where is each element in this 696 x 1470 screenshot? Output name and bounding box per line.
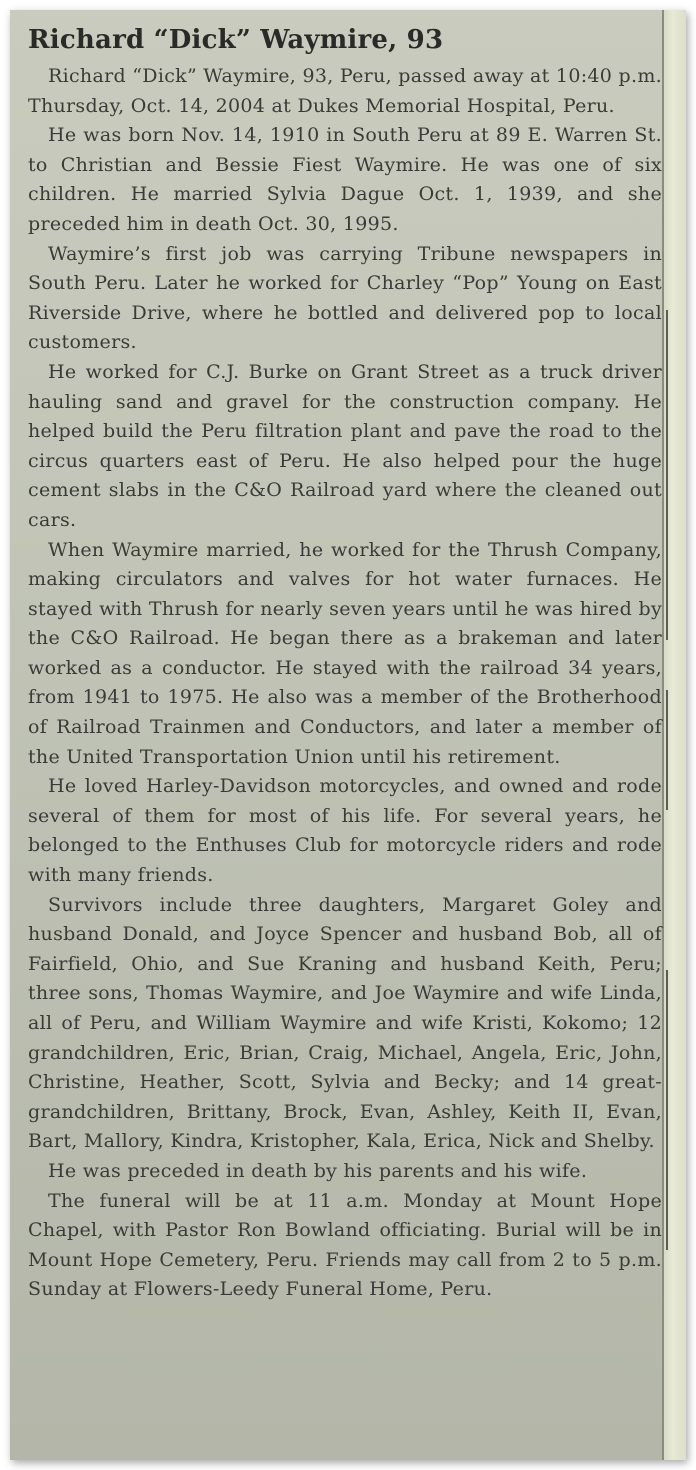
obituary-paragraph: He worked for C.J. Burke on Grant Street as a truck driver hauling sand and gravel for the construction company. He helped build the Peru filtration plant and pave the road to the circus quarters east of Peru. He also helped pour the huge cement slabs in the C&O Railroad yard where the cleaned out cars. [28, 360, 662, 531]
obituary-paragraph: He was preceded in death by his parents and his wife. [48, 1159, 588, 1182]
obituary-paragraph: The funeral will be at 11 a.m. Monday at Mount Hope Chapel, with Pastor Ron Bowland officiating. Burial will be in Mount Hope Cemetery, Peru. Friends may call from 2 to 5 p.m. Sunday at Flowers-Leedy Funeral Home, Peru. [28, 1189, 662, 1301]
column-rule [666, 690, 668, 810]
obituary-paragraph: Waymire’s first job was carrying Tribune newspapers in South Peru. Later he worked for Charley “Pop” Young on East Riverside Drive, where he bottled and delivered pop to local customers. [28, 242, 662, 354]
newspaper-clipping-photo [10, 10, 686, 1460]
obituary-paragraph: Survivors include three daughters, Margaret Goley and husband Donald, and Joyce Spencer and husband Bob, all of Fairfield, Ohio, and Sue Kraning and husband Keith, Peru; three sons, Thomas Waymire, and Joe Waymire and wife Linda, all of Peru, and William Waymire and wife Kristi, Kokomo; 12 grandchildren, Eric, Brian, Craig, Michael, Angela, Eric, John, Christine, Heather, Scott, Sylvia and Becky; and 14 great-grandchildren, Brittany, Brock, Evan, Ashley, Keith II, Evan, Bart, Mallory, Kindra, Kristopher, Kala, Erica, Nick and Shelby. [28, 893, 662, 1153]
column-rule [666, 310, 668, 640]
obituary-paragraph: Richard “Dick” Waymire, 93, Peru, passed away at 10:40 p.m. Thursday, Oct. 14, 2004 at Dukes Memorial Hospital, Peru. [28, 65, 662, 117]
obituary-paragraph: He was born Nov. 14, 1910 in South Peru at 89 E. Warren St. to Christian and Bessie Fiest Waymire. He was one of six children. He married Sylvia Dague Oct. 1, 1939, and she preceded him in death Oct. 30, 1995. [28, 124, 662, 235]
obituary-headline: Richard “Dick” Waymire, 93 [28, 25, 444, 55]
obituary-article [28, 24, 662, 1305]
adjacent-column-edge [662, 10, 686, 1460]
obituary-paragraph: When Waymire married, he worked for the Thrush Company, making circulators and valves for hot water furnaces. He stayed with Thrush for nearly seven years until he was hired by the C&O Railroad. He began there as a brakeman and later worked as a conductor. He stayed with the railroad 34 years, from 1941 to 1975. He also was a member of the Brotherhood of Railroad Trainmen and Conductors, and later a member of the United Transportation Union until his retirement. [28, 538, 662, 768]
obituary-paragraph: He loved Harley-Davidson motorcycles, and owned and rode several of them for most of his life. For several years, he belonged to the Enthuses Club for motorcycle riders and rode with many friends. [28, 775, 662, 887]
column-rule [666, 970, 668, 1250]
